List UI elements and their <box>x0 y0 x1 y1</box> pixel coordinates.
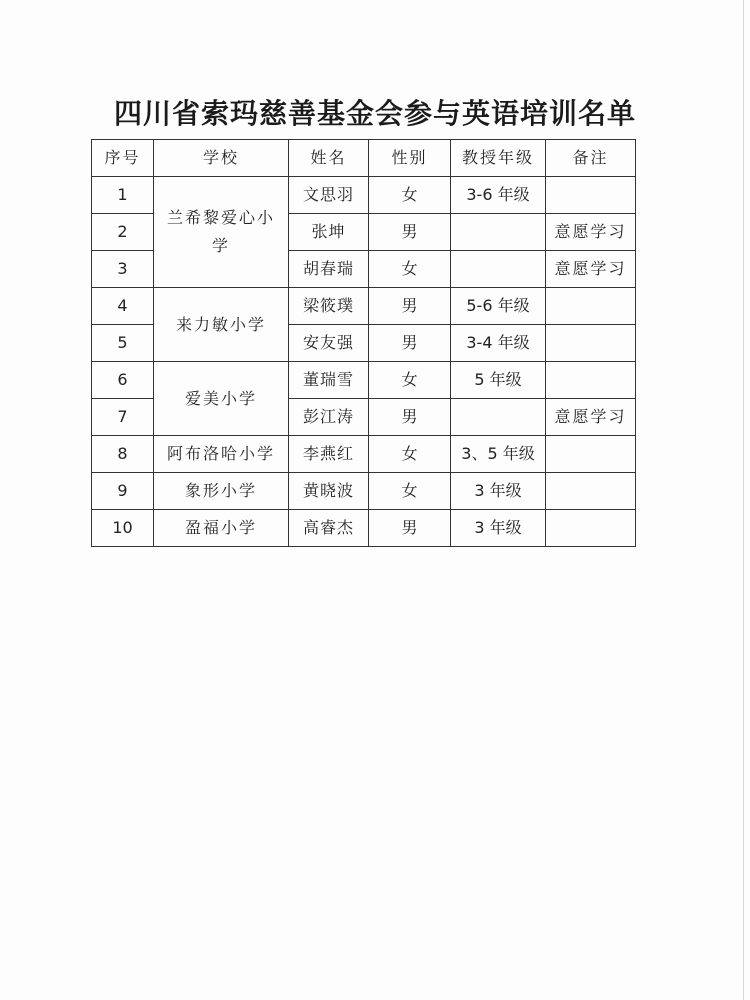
student-name: 董瑞雪 <box>289 362 369 399</box>
header-remark: 备注 <box>546 140 636 177</box>
student-gender: 女 <box>369 362 451 399</box>
remark <box>546 436 636 473</box>
remark: 意愿学习 <box>546 214 636 251</box>
row-no: 4 <box>92 288 154 325</box>
student-name: 张坤 <box>289 214 369 251</box>
student-gender: 女 <box>369 251 451 288</box>
student-name: 安友强 <box>289 325 369 362</box>
teaching-grade: 3 年级 <box>451 473 546 510</box>
table-row <box>92 510 636 547</box>
teaching-grade <box>451 214 546 251</box>
table-row <box>92 436 636 473</box>
row-no: 5 <box>92 325 154 362</box>
remark <box>546 288 636 325</box>
student-name: 胡春瑞 <box>289 251 369 288</box>
remark: 意愿学习 <box>546 251 636 288</box>
header-no: 序号 <box>92 140 154 177</box>
teaching-grade: 3 年级 <box>451 510 546 547</box>
row-no: 10 <box>92 510 154 547</box>
remark <box>546 510 636 547</box>
row-no: 2 <box>92 214 154 251</box>
table-row <box>92 473 636 510</box>
school-cell: 爱美小学 <box>154 362 289 436</box>
teaching-grade: 5-6 年级 <box>451 288 546 325</box>
student-gender: 女 <box>369 436 451 473</box>
student-name: 梁筱璞 <box>289 288 369 325</box>
document-title: 四川省索玛慈善基金会参与英语培训名单 <box>113 97 636 130</box>
school-cell: 象形小学 <box>154 473 289 510</box>
student-name: 彭江涛 <box>289 399 369 436</box>
teaching-grade: 3、5 年级 <box>451 436 546 473</box>
page-edge <box>743 0 744 1000</box>
school-cell: 盈福小学 <box>154 510 289 547</box>
remark <box>546 325 636 362</box>
teaching-grade <box>451 399 546 436</box>
school-cell: 来力敏小学 <box>154 288 289 362</box>
remark: 意愿学习 <box>546 399 636 436</box>
teaching-grade: 3-6 年级 <box>451 177 546 214</box>
student-name: 李燕红 <box>289 436 369 473</box>
teaching-grade: 5 年级 <box>451 362 546 399</box>
student-gender: 男 <box>369 510 451 547</box>
school-cell: 阿布洛哈小学 <box>154 436 289 473</box>
row-no: 7 <box>92 399 154 436</box>
table-row <box>92 362 636 399</box>
remark <box>546 362 636 399</box>
header-name: 姓名 <box>289 140 369 177</box>
school-name: 兰希黎爱心小学 <box>166 208 275 255</box>
teaching-grade <box>451 251 546 288</box>
header-school: 学校 <box>154 140 289 177</box>
student-gender: 男 <box>369 325 451 362</box>
student-name: 高睿杰 <box>289 510 369 547</box>
table-header-row <box>92 140 636 177</box>
remark <box>546 177 636 214</box>
row-no: 8 <box>92 436 154 473</box>
student-gender: 男 <box>369 214 451 251</box>
table-row <box>92 177 636 214</box>
row-no: 1 <box>92 177 154 214</box>
student-name: 文思羽 <box>289 177 369 214</box>
student-gender: 女 <box>369 473 451 510</box>
remark <box>546 473 636 510</box>
row-no: 9 <box>92 473 154 510</box>
training-roster-table <box>91 139 636 547</box>
header-gender: 性别 <box>369 140 451 177</box>
header-grade: 教授年级 <box>451 140 546 177</box>
student-gender: 男 <box>369 399 451 436</box>
student-gender: 男 <box>369 288 451 325</box>
teaching-grade: 3-4 年级 <box>451 325 546 362</box>
school-cell <box>154 177 289 288</box>
student-gender: 女 <box>369 177 451 214</box>
row-no: 3 <box>92 251 154 288</box>
row-no: 6 <box>92 362 154 399</box>
table-row <box>92 288 636 325</box>
student-name: 黄晓波 <box>289 473 369 510</box>
